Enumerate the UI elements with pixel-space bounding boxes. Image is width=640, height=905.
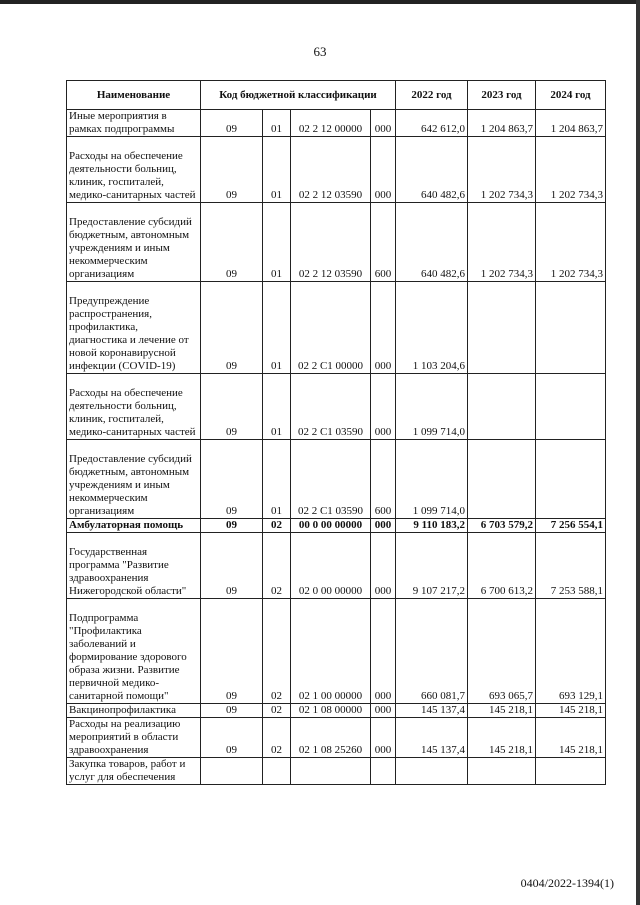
table-row [67, 203, 606, 282]
cell-target-article: 02 2 12 03590 [291, 137, 371, 203]
header-2023: 2023 год [468, 81, 536, 110]
table-row [67, 282, 606, 374]
cell-expense-type: 000 [371, 533, 396, 599]
cell-expense-type: 000 [371, 519, 396, 533]
cell-2024: 7 256 554,1 [536, 519, 606, 533]
cell-2023: 6 700 613,2 [468, 533, 536, 599]
cell-subsection: 01 [263, 110, 291, 137]
cell-section: 09 [201, 533, 263, 599]
cell-2022: 1 103 204,6 [396, 282, 468, 374]
budget-table [66, 80, 606, 785]
cell-target-article: 02 0 00 00000 [291, 533, 371, 599]
top-border-line [0, 0, 640, 4]
cell-target-article [291, 758, 371, 785]
header-code: Код бюджетной классификации [201, 81, 396, 110]
header-name: Наименование [67, 81, 201, 110]
cell-2023: 1 204 863,7 [468, 110, 536, 137]
table-row [67, 440, 606, 519]
cell-2023 [468, 440, 536, 519]
cell-2023: 1 202 734,3 [468, 203, 536, 282]
cell-expense-type: 000 [371, 599, 396, 704]
cell-name: Расходы на обеспечение деятельности больниц, клиник, госпиталей, медико-санитарных частей [67, 137, 201, 203]
cell-subsection: 02 [263, 718, 291, 758]
cell-section: 09 [201, 282, 263, 374]
cell-target-article: 02 2 12 03590 [291, 203, 371, 282]
cell-subsection: 01 [263, 282, 291, 374]
cell-2024 [536, 440, 606, 519]
cell-2022: 145 137,4 [396, 704, 468, 718]
cell-expense-type: 000 [371, 718, 396, 758]
table-row [67, 704, 606, 718]
cell-subsection: 01 [263, 374, 291, 440]
cell-2022: 660 081,7 [396, 599, 468, 704]
table-row [67, 137, 606, 203]
cell-2022: 9 110 183,2 [396, 519, 468, 533]
cell-name: Амбулаторная помощь [67, 519, 201, 533]
cell-name: Подпрограмма "Профилактика заболеваний и формирование здорового образа жизни. Развитие первичной медико-санитарной помощи" [67, 599, 201, 704]
table-row [67, 374, 606, 440]
cell-2022 [396, 758, 468, 785]
cell-2022: 1 099 714,0 [396, 440, 468, 519]
cell-expense-type: 000 [371, 704, 396, 718]
cell-2023 [468, 758, 536, 785]
cell-section: 09 [201, 374, 263, 440]
cell-2023: 145 218,1 [468, 718, 536, 758]
cell-name: Предупреждение распространения, профилактика, диагностика и лечение от новой коронавирусной инфекции (COVID-19) [67, 282, 201, 374]
cell-expense-type: 000 [371, 110, 396, 137]
cell-subsection: 02 [263, 704, 291, 718]
cell-2022: 145 137,4 [396, 718, 468, 758]
cell-2024: 1 202 734,3 [536, 203, 606, 282]
table-row [67, 758, 606, 785]
cell-subsection: 01 [263, 203, 291, 282]
cell-subsection: 02 [263, 519, 291, 533]
cell-2024: 145 218,1 [536, 718, 606, 758]
cell-name: Расходы на обеспечение деятельности больниц, клиник, госпиталей, медико-санитарных частей [67, 374, 201, 440]
cell-2024 [536, 758, 606, 785]
table-row [67, 718, 606, 758]
cell-2022: 640 482,6 [396, 203, 468, 282]
cell-target-article: 02 2 C1 03590 [291, 374, 371, 440]
cell-2024: 693 129,1 [536, 599, 606, 704]
cell-target-article: 02 1 08 25260 [291, 718, 371, 758]
cell-section: 09 [201, 519, 263, 533]
cell-2023: 6 703 579,2 [468, 519, 536, 533]
cell-2022: 640 482,6 [396, 137, 468, 203]
cell-expense-type [371, 758, 396, 785]
cell-2023 [468, 282, 536, 374]
header-2024: 2024 год [536, 81, 606, 110]
cell-expense-type: 000 [371, 282, 396, 374]
table-row [67, 519, 606, 533]
table-row [67, 110, 606, 137]
table-row [67, 533, 606, 599]
cell-section: 09 [201, 599, 263, 704]
cell-2023: 693 065,7 [468, 599, 536, 704]
cell-target-article: 00 0 00 00000 [291, 519, 371, 533]
cell-2023: 1 202 734,3 [468, 137, 536, 203]
cell-section: 09 [201, 110, 263, 137]
cell-subsection: 01 [263, 137, 291, 203]
cell-name: Предоставление субсидий бюджетным, автономным учреждениям и иным некоммерческим организациям [67, 203, 201, 282]
cell-expense-type: 000 [371, 137, 396, 203]
cell-name: Предоставление субсидий бюджетным, автономным учреждениям и иным некоммерческим организациям [67, 440, 201, 519]
cell-name: Расходы на реализацию мероприятий в области здравоохранения [67, 718, 201, 758]
cell-expense-type: 600 [371, 203, 396, 282]
cell-subsection: 02 [263, 599, 291, 704]
cell-target-article: 02 1 00 00000 [291, 599, 371, 704]
cell-section: 09 [201, 203, 263, 282]
cell-2022: 642 612,0 [396, 110, 468, 137]
cell-target-article: 02 2 12 00000 [291, 110, 371, 137]
table-header-row [67, 81, 606, 110]
cell-2024: 145 218,1 [536, 704, 606, 718]
cell-section: 09 [201, 440, 263, 519]
cell-name: Государственная программа "Развитие здравоохранения Нижегородской области" [67, 533, 201, 599]
cell-2022: 1 099 714,0 [396, 374, 468, 440]
cell-expense-type: 000 [371, 374, 396, 440]
cell-target-article: 02 1 08 00000 [291, 704, 371, 718]
cell-subsection: 02 [263, 533, 291, 599]
cell-section: 09 [201, 704, 263, 718]
cell-2023: 145 218,1 [468, 704, 536, 718]
cell-target-article: 02 2 C1 03590 [291, 440, 371, 519]
cell-subsection: 01 [263, 440, 291, 519]
cell-section [201, 758, 263, 785]
cell-2024: 1 202 734,3 [536, 137, 606, 203]
table-row [67, 599, 606, 704]
header-2022: 2022 год [396, 81, 468, 110]
cell-2022: 9 107 217,2 [396, 533, 468, 599]
cell-name: Иные мероприятия в рамках подпрограммы [67, 110, 201, 137]
cell-2024 [536, 374, 606, 440]
page-number: 63 [313, 44, 327, 59]
table-body [67, 110, 606, 785]
cell-expense-type: 600 [371, 440, 396, 519]
cell-2024: 1 204 863,7 [536, 110, 606, 137]
document-code: 0404/2022-1394(1) [520, 876, 614, 890]
cell-name: Вакцинопрофилактика [67, 704, 201, 718]
cell-2024 [536, 282, 606, 374]
cell-target-article: 02 2 C1 00000 [291, 282, 371, 374]
cell-2024: 7 253 588,1 [536, 533, 606, 599]
cell-section: 09 [201, 718, 263, 758]
cell-2023 [468, 374, 536, 440]
cell-name: Закупка товаров, работ и услуг для обеспечения [67, 758, 201, 785]
right-border-line [636, 0, 640, 905]
cell-subsection [263, 758, 291, 785]
cell-section: 09 [201, 137, 263, 203]
